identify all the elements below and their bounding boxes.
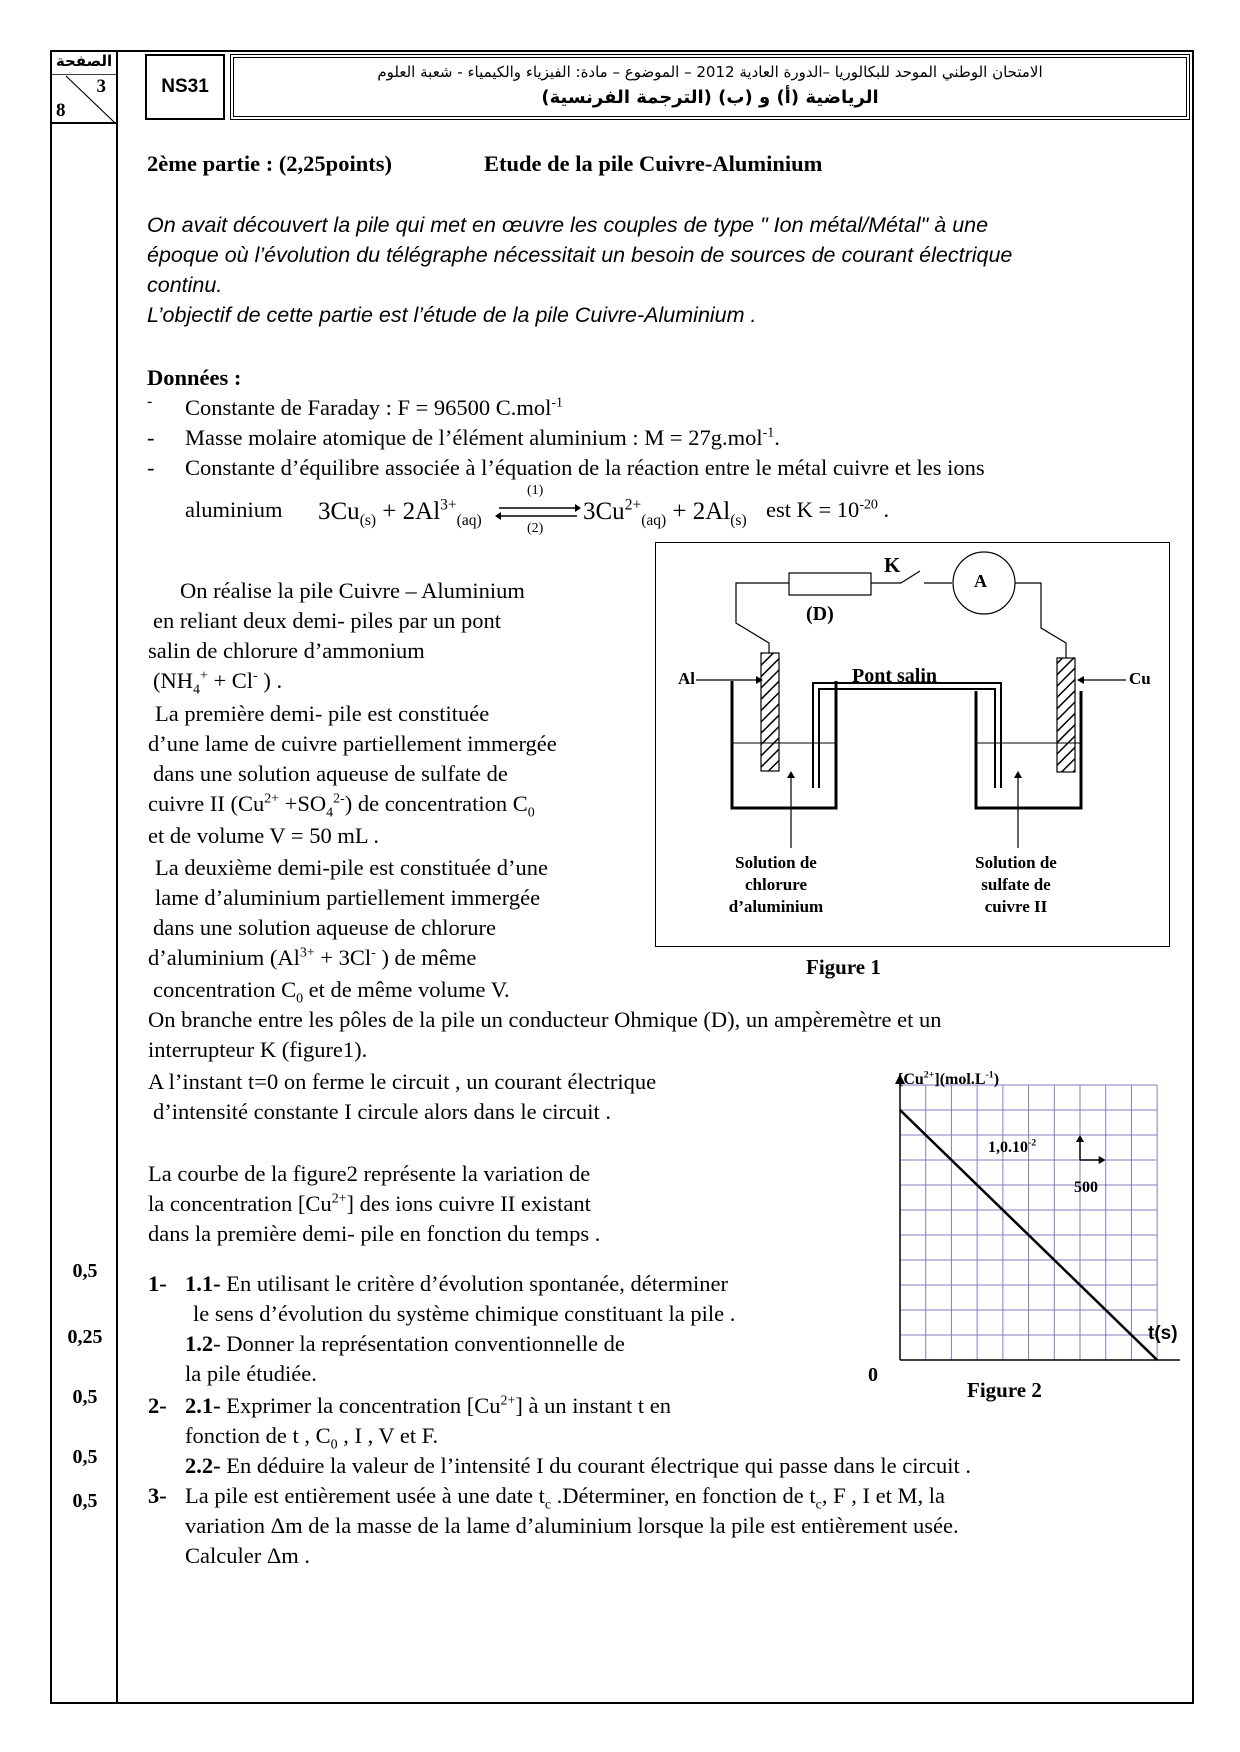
- exam-code: NS31: [145, 54, 225, 120]
- desc-line10: La deuxième demi-pile est constituée d’une: [155, 855, 548, 880]
- bullet-dash: -: [147, 425, 155, 450]
- score-q2-2: 0,5: [72, 1446, 98, 1468]
- wire-right: [1015, 583, 1066, 658]
- page-number-box: [52, 52, 116, 124]
- desc-line5: La première demi- pile est constituée: [155, 701, 490, 726]
- score-q1-2: 0,25: [67, 1326, 103, 1348]
- score-q2-1: 0,5: [72, 1386, 98, 1408]
- page-number: 3: [96, 76, 106, 97]
- question2-number: 2-: [148, 1393, 167, 1418]
- question-1-1: 1.1- En utilisant le critère d’évolution spontanée, déterminer: [185, 1271, 728, 1296]
- donnee-masse: Masse molaire atomique de l’élément aluminium : M = 27g.mol$^{-1}$.: [185, 425, 780, 450]
- reaction-equation-left: $3Cu_{(s)} + 2Al^{3+}_{(aq)}$: [318, 496, 482, 529]
- aluminium-electrode: [761, 653, 779, 771]
- bullet-dash: -: [147, 455, 155, 480]
- switch-k: [901, 571, 920, 583]
- question-3: La pile est entièrement usée à une date $t_c$ .Déterminer, en fonction de $t_c$, F , I et M, la: [185, 1483, 945, 1513]
- solution-left-label: Solution de chlorure d’aluminium: [728, 853, 824, 916]
- aluminium-word: aluminium: [185, 497, 283, 522]
- question-1-1-cont: le sens d’évolution du système chimique constituant la pile .: [193, 1301, 736, 1326]
- arrow-label-1: (1): [527, 483, 544, 498]
- question1-number: 1-: [148, 1271, 167, 1296]
- desc-line16: interrupteur K (figure1).: [148, 1037, 368, 1062]
- score-q1-1: 0,5: [72, 1260, 98, 1282]
- solution-right-label: Solution de sulfate de cuivre II: [975, 853, 1057, 916]
- desc-line13: d’aluminium ($Al^{3+} + 3Cl^-$ ) de même: [148, 945, 477, 970]
- donnee-faraday: Constante de Faraday : F = 96500 C.mol$^{-1}$: [185, 395, 564, 420]
- exam-title-line2: الرياضية (أ) و (ب) (الترجمة الفرنسية): [541, 87, 879, 108]
- question-2-2: 2.2- En déduire la valeur de l’intensité I du courant électrique qui passe dans le circuit .: [185, 1453, 971, 1478]
- exam-title-box: [230, 54, 1190, 120]
- desc-line14: concentration $C_0$ et de même volume V.: [153, 977, 510, 1007]
- part-subtitle: Etude de la pile Cuivre-Aluminium: [484, 151, 823, 176]
- copper-electrode: [1057, 658, 1075, 772]
- score-margin-line: [116, 50, 118, 1704]
- question-2-1: 2.1- Exprimer la concentration $[Cu^{2+}]$ à un instant t en: [185, 1393, 671, 1418]
- desc-line12: dans une solution aqueuse de chlorure: [153, 915, 497, 940]
- intro-line2: époque où l’évolution du télégraphe nécessitait un besoin de sources de courant électrique: [147, 243, 1013, 267]
- reaction-equation-right: $3Cu^{2+}_{(aq)} + 2Al_{(s)}$: [583, 496, 747, 529]
- question-1-2: 1.2- Donner la représentation conventionnelle de: [185, 1331, 625, 1356]
- desc-line20: la concentration $[Cu^{2+}]$ des ions cuivre II existant: [148, 1191, 591, 1216]
- resistor-d: [789, 573, 871, 595]
- chart-x-axis-label: t(s): [1148, 1323, 1178, 1344]
- exam-title-line1: الامتحان الوطني الموحد للبكالوريا –الدورة العادية 2012 – الموضوع – مادة: الفيزياء والكيمياء - شعبة العلوم: [377, 63, 1043, 81]
- desc-line4: ($NH_4^+ + Cl^-$ ) .: [153, 668, 283, 698]
- figure2-chart: [860, 1070, 1180, 1380]
- salt-bridge-label: Pont salin: [852, 665, 938, 687]
- desc-line11: lame d’aluminium partiellement immergée: [155, 885, 541, 910]
- desc-line2: en reliant deux demi- piles par un pont: [153, 608, 502, 633]
- desc-line19: La courbe de la figure2 représente la variation de: [148, 1161, 591, 1186]
- donnees-heading: Données :: [147, 365, 242, 390]
- page-label: الصفحة: [55, 52, 113, 70]
- figure2-caption: Figure 2: [967, 1378, 1042, 1402]
- salt-bridge: [813, 683, 1001, 788]
- question-2-1-cont: fonction de t , $C_0$ , I , V et F.: [185, 1423, 439, 1453]
- desc-line15: On branche entre les pôles de la pile un conducteur Ohmique (D), un ampèremètre et un: [148, 1007, 942, 1032]
- desc-line3: salin de chlorure d’ammonium: [148, 638, 425, 663]
- intro-line4: L’objectif de cette partie est l’étude de la pile Cuivre-Aluminium .: [147, 303, 757, 327]
- arrow-label-2: (2): [527, 521, 544, 536]
- figure1-caption: Figure 1: [806, 955, 881, 979]
- chart-x-scale-label: 500: [1074, 1179, 1098, 1196]
- question-1-2-cont: la pile étudiée.: [185, 1361, 317, 1386]
- page-total: 8: [56, 100, 66, 121]
- intro-line3: continu.: [147, 273, 223, 297]
- chart-y-scale-label: $1,0.10^{-2}$: [988, 1137, 1037, 1156]
- desc-line21: dans la première demi- pile en fonction du temps .: [148, 1221, 601, 1246]
- desc-line17: A l’instant t=0 on ferme le circuit , un courant électrique: [148, 1069, 657, 1094]
- desc-line6: d’une lame de cuivre partiellement immergée: [148, 731, 557, 756]
- salt-bridge: [819, 689, 995, 788]
- beaker-left: [732, 681, 836, 808]
- desc-line9: et de volume V = 50 mL .: [148, 823, 379, 848]
- intro-line1: On avait découvert la pile qui met en œuvre les couples de type " Ion métal/Métal" à une: [147, 213, 989, 237]
- chart-origin-label: 0: [868, 1364, 878, 1386]
- desc-line18: d’intensité constante I circule alors dans le circuit .: [153, 1099, 611, 1124]
- desc-line7: dans une solution aqueuse de sulfate de: [153, 761, 508, 786]
- figure1-circuit-diagram: [655, 542, 1170, 947]
- equilibrium-constant: est $K = 10^{-20}$ .: [766, 497, 890, 522]
- desc-line8: cuivre II $(Cu^{2+} +SO_4^{2-})$ de concentration $C_0$: [148, 791, 535, 821]
- part-title: 2ème partie : (2,25points): [147, 151, 392, 176]
- bullet-dash: -: [147, 393, 153, 410]
- al-label: Al: [678, 669, 695, 688]
- question-3-cont: variation Δm de la masse de la lame d’aluminium lorsque la pile est entièrement usée.: [185, 1513, 959, 1538]
- chart-y-axis-label: $[Cu^{2+}](mol.L^{-1})$: [898, 1069, 1000, 1088]
- score-q3: 0,5: [72, 1490, 98, 1512]
- question3-number: 3-: [148, 1483, 167, 1508]
- y-scale-arrow-icon: [1076, 1135, 1084, 1142]
- cu-label: Cu: [1129, 669, 1151, 688]
- x-scale-arrow-icon: [1099, 1156, 1106, 1164]
- donnee-constante: Constante d’équilibre associée à l’équation de la réaction entre le métal cuivre et les ions: [185, 455, 985, 480]
- desc-line1: On réalise la pile Cuivre – Aluminium: [180, 578, 525, 603]
- wire-left: [736, 583, 789, 653]
- switch-label: K: [884, 553, 901, 577]
- resistor-label: (D): [806, 603, 834, 625]
- ammeter-label: A: [974, 571, 987, 591]
- question-3-calc: Calculer Δm .: [185, 1543, 311, 1568]
